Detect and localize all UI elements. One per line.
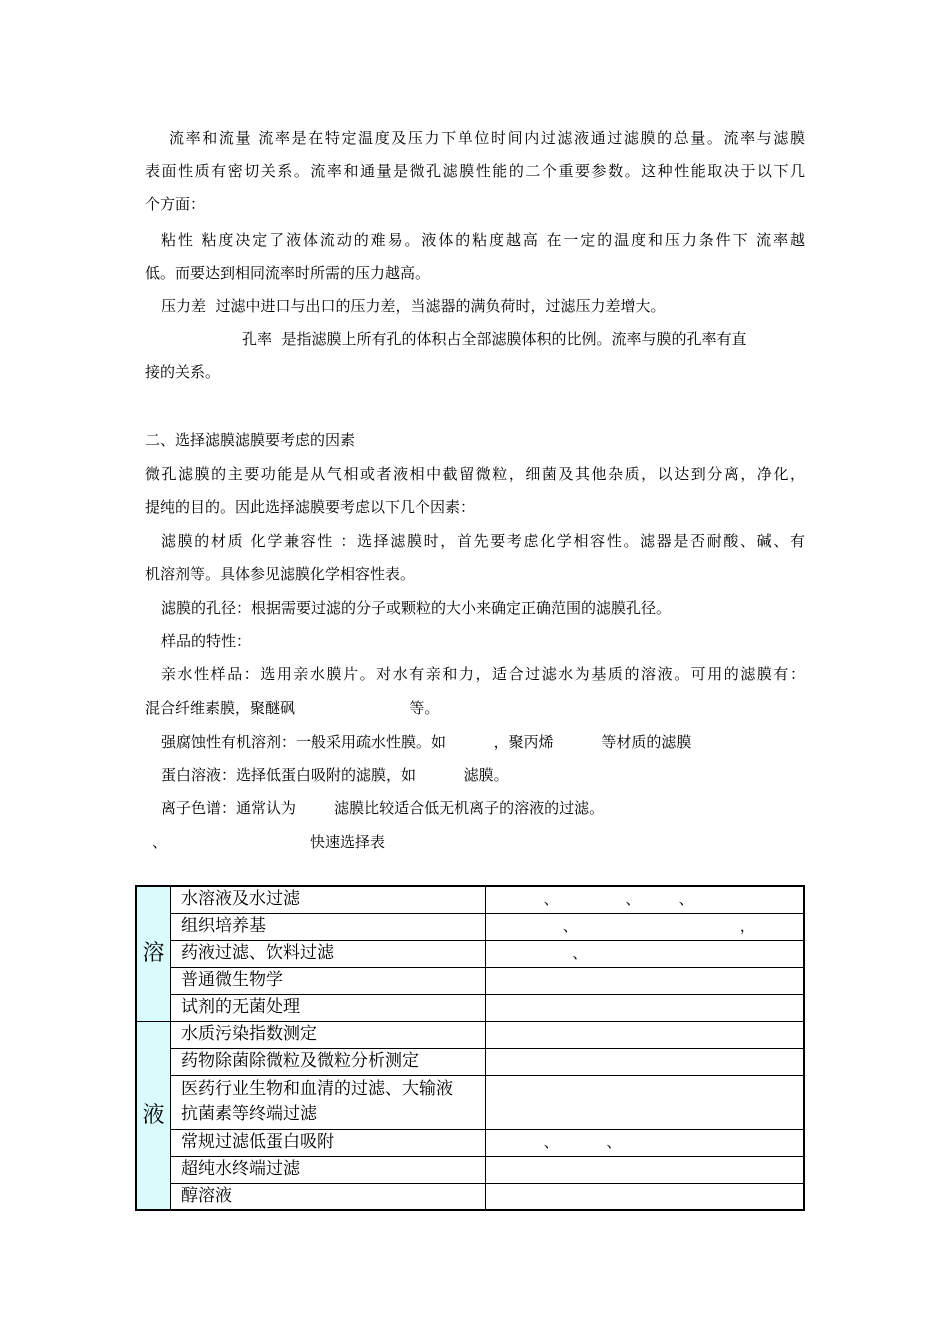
sample-heading: 样品的特性：: [161, 632, 252, 650]
table-row: [136, 1021, 804, 1048]
material-cell: [486, 1183, 805, 1210]
application-cell: 醇溶液: [171, 1183, 486, 1210]
application-cell: 试剂的无菌处理: [171, 994, 486, 1021]
table-row: [136, 967, 804, 994]
application-line-2: 抗菌素等终端过滤: [181, 1104, 317, 1124]
table-row: [136, 994, 804, 1021]
viscosity-line-1: 粘性 粘度决定了液体流动的难易。液体的粘度越高 在一定的温度和压力条件下 流率越: [161, 231, 805, 249]
flow-rate-line-3: 个方面：: [145, 195, 206, 213]
protein-solution-line: 蛋白溶液：选择低蛋白吸附的滤膜，如 滤膜。: [161, 766, 509, 784]
pressure-diff-line: 压力差 过滤中进口与出口的压力差，当滤器的满负荷时，过滤压力差增大。: [161, 297, 666, 315]
side-label-bottom: 液: [136, 1021, 171, 1210]
intro-line-2: 提纯的目的。因此选择滤膜要考虑以下几个因素：: [145, 498, 476, 516]
table-row: [136, 1048, 804, 1075]
flow-rate-line-1: 流率和流量 流率是在特定温度及压力下单位时间内过滤液通过滤膜的总量。流率与滤膜: [169, 129, 805, 147]
application-cell-two-line: [171, 1075, 486, 1129]
hydrophilic-line-2: 混合纤维素膜，聚醚砜 等。: [145, 699, 440, 717]
table-row: [136, 886, 804, 913]
ion-chromatography-line: 离子色谱：通常认为 滤膜比较适合低无机离子的溶液的过滤。: [161, 799, 605, 817]
section-heading: 二、选择滤膜滤膜要考虑的因素: [145, 431, 356, 449]
material-cell: 、 、 、: [486, 886, 805, 913]
material-cell: [486, 1021, 805, 1048]
material-cell: 、 ，: [486, 913, 805, 940]
table-row: [136, 1183, 804, 1210]
material-cell: [486, 1075, 805, 1129]
material-cell: 、: [486, 940, 805, 967]
application-cell: 常规过滤低蛋白吸附: [171, 1129, 486, 1156]
application-cell: 水溶液及水过滤: [171, 886, 486, 913]
material-line-1: 滤膜的材质 化学兼容性 ：选择滤膜时，首先要考虑化学相容性。滤器是否耐酸、碱、有: [161, 532, 805, 550]
application-cell: 药液过滤、饮料过滤: [171, 940, 486, 967]
application-cell: 超纯水终端过滤: [171, 1156, 486, 1183]
table-row: [136, 913, 804, 940]
application-line-1: 医药行业生物和血清的过滤、大输液: [181, 1079, 453, 1099]
material-cell: [486, 967, 805, 994]
flow-rate-line-2: 表面性质有密切关系。流率和通量是微孔滤膜性能的二个重要参数。这种性能取决于以下几: [145, 162, 805, 180]
table-caption: 、 快速选择表: [152, 833, 386, 851]
viscosity-line-2: 低。而要达到相同流率时所需的压力越高。: [145, 264, 431, 282]
table-row: [136, 1156, 804, 1183]
material-cell: [486, 1048, 805, 1075]
table-row: [136, 940, 804, 967]
table-row: [136, 1129, 804, 1156]
side-label-top: 溶: [136, 886, 171, 1021]
quick-selection-table: [135, 885, 805, 1211]
application-cell: 普通微生物学: [171, 967, 486, 994]
application-cell: 组织培养基: [171, 913, 486, 940]
table-row: [136, 1075, 804, 1129]
hydrophilic-line-1: 亲水性样品：选用亲水膜片。对水有亲和力，适合过滤水为基质的溶液。可用的滤膜有：: [161, 665, 805, 683]
material-line-2: 机溶剂等。具体参见滤膜化学相容性表。: [145, 565, 416, 583]
porosity-line-1: 孔率 是指滤膜上所有孔的体积占全部滤膜体积的比例。流率与膜的孔率有直: [242, 330, 747, 348]
pore-size-line: 滤膜的孔径：根据需要过滤的分子或颗粒的大小来确定正确范围的滤膜孔径。: [161, 599, 672, 617]
porosity-line-2: 接的关系。: [145, 363, 221, 381]
material-cell: 、 、: [486, 1129, 805, 1156]
application-cell: 水质污染指数测定: [171, 1021, 486, 1048]
material-cell: [486, 1156, 805, 1183]
intro-line-1: 微孔滤膜的主要功能是从气相或者液相中截留微粒，细菌及其他杂质，以达到分离，净化，: [145, 465, 805, 483]
corrosive-solvent-line: 强腐蚀性有机溶剂：一般采用疏水性膜。如 ，聚丙烯 等材质的滤膜: [161, 733, 692, 751]
application-cell: 药物除菌除微粒及微粒分析测定: [171, 1048, 486, 1075]
material-cell: [486, 994, 805, 1021]
